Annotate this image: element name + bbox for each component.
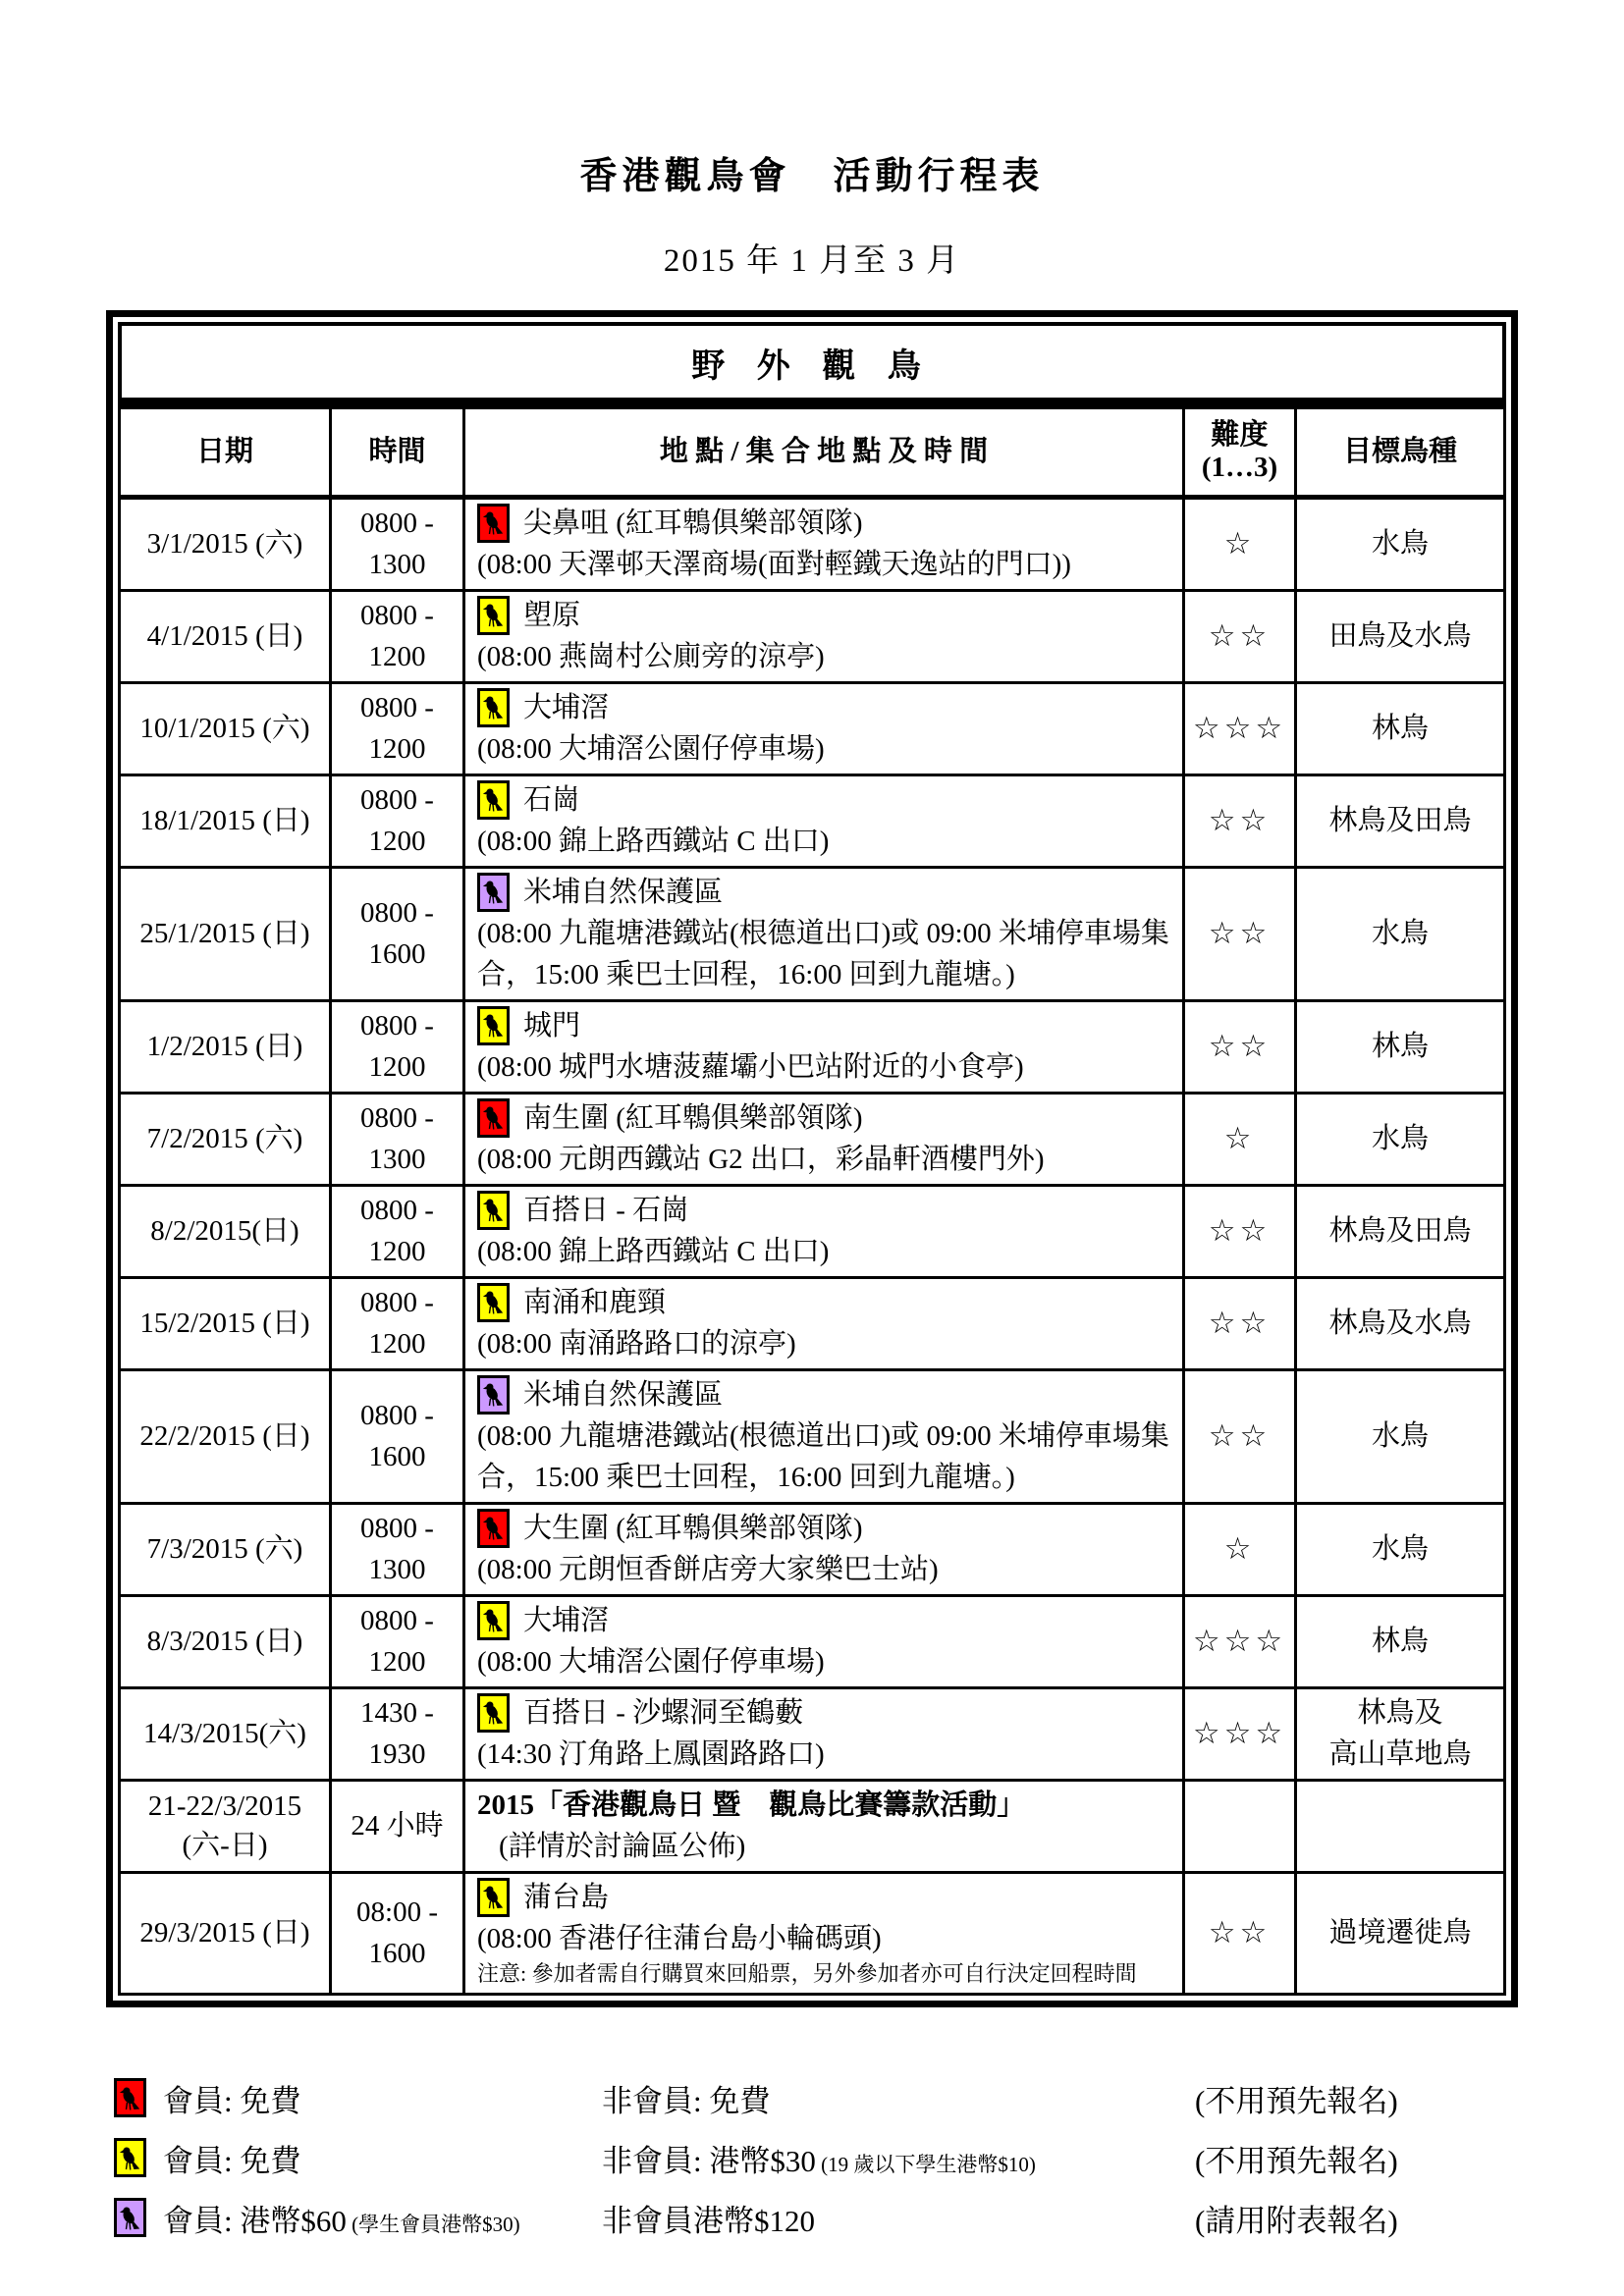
col-header-date: 日期	[120, 408, 331, 498]
date-text: 8/2/2015(日)	[150, 1215, 299, 1248]
page-subtitle: 2015 年 1 月至 3 月	[663, 243, 961, 279]
date-cell	[120, 867, 331, 1000]
bird-silhouette-glyph	[119, 2205, 141, 2231]
header-row	[120, 408, 1505, 498]
time-start: 08:00 -	[356, 1896, 438, 1929]
date-text: 25/1/2015 (日)	[139, 918, 310, 950]
meeting-info: (08:00 大埔滘公園仔停車場)	[477, 732, 825, 765]
time-end: 1200	[368, 1646, 426, 1679]
bird-category-icon	[477, 688, 510, 727]
location-title-line	[477, 1785, 1174, 1826]
location-cell	[464, 1872, 1184, 1994]
legend-nonmember-fee	[602, 2076, 1195, 2120]
time-start: 0800 -	[360, 600, 434, 632]
location-name: 蒲台島	[523, 1881, 610, 1913]
date-cell	[120, 497, 331, 590]
legend-member-fee	[163, 2076, 602, 2120]
time-cell	[331, 497, 464, 590]
location-name: 南生圍 (紅耳鵯俱樂部領隊)	[523, 1101, 863, 1134]
location-name: 百搭日 - 石崗	[523, 1194, 690, 1226]
date-cell	[120, 1000, 331, 1093]
time-cell	[331, 1369, 464, 1503]
location-cell	[464, 1093, 1184, 1185]
time-cell	[331, 867, 464, 1000]
location-cell	[464, 1369, 1184, 1503]
meeting-info: (08:00 香港仔往蒲台島小輪碼頭)	[477, 1922, 882, 1954]
col-header-target: 目標鳥種	[1296, 408, 1505, 498]
bird-silhouette-glyph	[482, 1515, 505, 1541]
location-cell	[464, 682, 1184, 774]
location-name: 大埔滘	[523, 691, 610, 723]
time-cell	[331, 590, 464, 682]
date-cell	[120, 1687, 331, 1780]
location-title-line	[477, 1877, 1174, 1918]
bird-category-icon	[477, 873, 510, 912]
bird-silhouette-glyph	[482, 1197, 505, 1223]
difficulty-header-line2: (1…3)	[1201, 452, 1278, 484]
target-species-cell: 林鳥及田鳥	[1296, 1185, 1505, 1277]
time-end: 1200	[368, 733, 426, 766]
fee-legend	[114, 2076, 1624, 2240]
location-cell	[464, 867, 1184, 1000]
table-row	[120, 1000, 1505, 1093]
meeting-info: (08:00 燕崗村公廁旁的涼亭)	[477, 640, 825, 672]
date-cell	[120, 1369, 331, 1503]
time-end: 1200	[368, 826, 426, 858]
date-cell	[120, 1503, 331, 1595]
difficulty-cell: ☆	[1184, 1503, 1296, 1595]
time-start: 0800 -	[360, 1010, 434, 1042]
table-row	[120, 1687, 1505, 1780]
difficulty-cell: ☆☆	[1184, 1872, 1296, 1994]
time-cell	[331, 1185, 464, 1277]
time-start: 0800 -	[360, 1400, 434, 1432]
location-cell	[464, 1595, 1184, 1687]
location-title-line	[477, 1097, 1174, 1139]
difficulty-cell: ☆☆	[1184, 867, 1296, 1000]
time-start: 0800 -	[360, 897, 434, 930]
bird-silhouette-glyph	[482, 1884, 505, 1910]
target-species-cell: 水鳥	[1296, 1369, 1505, 1503]
location-cell	[464, 1687, 1184, 1780]
difficulty-cell: ☆☆	[1184, 1369, 1296, 1503]
meeting-info: (08:00 錦上路西鐵站 C 出口)	[477, 1235, 830, 1267]
location-name: 城門	[523, 1009, 581, 1041]
time-end: 1200	[368, 1051, 426, 1084]
table-row	[120, 590, 1505, 682]
bird-silhouette-glyph	[482, 602, 505, 628]
time-cell	[331, 1093, 464, 1185]
time-end: 1200	[368, 641, 426, 673]
date-cell	[120, 1872, 331, 1994]
location-title-line	[477, 1282, 1174, 1323]
date-text: 15/2/2015 (日)	[139, 1308, 310, 1340]
date-text-line2: (六-日)	[182, 1830, 268, 1862]
time-end: 1930	[368, 1738, 426, 1771]
difficulty-cell: ☆	[1184, 1093, 1296, 1185]
location-cell	[464, 590, 1184, 682]
difficulty-cell: ☆☆☆	[1184, 1595, 1296, 1687]
table-row	[120, 1369, 1505, 1503]
location-title-line	[477, 1508, 1174, 1549]
time-start: 0800 -	[360, 1513, 434, 1545]
location-cell	[464, 774, 1184, 867]
table-row	[120, 682, 1505, 774]
date-text: 14/3/2015(六)	[143, 1718, 306, 1750]
date-text: 21-22/3/2015	[147, 1790, 302, 1823]
table-banner: 野 外 觀 鳥	[118, 322, 1506, 406]
time-start: 0800 -	[360, 692, 434, 724]
time-start: 0800 -	[360, 1195, 434, 1227]
schedule-rows	[120, 497, 1505, 1994]
table-row	[120, 774, 1505, 867]
difficulty-cell: ☆☆☆	[1184, 682, 1296, 774]
date-cell	[120, 590, 331, 682]
meeting-info: (08:00 九龍塘港鐵站(根德道出口)或 09:00 米埔停車場集合，15:00 乘巴士回程，16:00 回到九龍塘。)	[477, 917, 1169, 990]
date-cell	[120, 682, 331, 774]
time-end: 1600	[368, 938, 426, 971]
table-row	[120, 1872, 1505, 1994]
time-start: 0800 -	[360, 1287, 434, 1319]
date-cell	[120, 1093, 331, 1185]
difficulty-cell: ☆☆	[1184, 774, 1296, 867]
location-title-line	[477, 1374, 1174, 1415]
col-header-location: 地 點 / 集 合 地 點 及 時 間	[464, 408, 1184, 498]
time-end: 1200	[368, 1328, 426, 1361]
location-title-line	[477, 779, 1174, 821]
meeting-info: (08:00 元朗恒香餅店旁大家樂巴士站)	[477, 1553, 939, 1585]
bird-silhouette-glyph	[482, 879, 505, 905]
nonmember-fee-text: 非會員: 港幣$30	[602, 2143, 816, 2178]
location-title-line	[477, 872, 1174, 913]
date-cell	[120, 1780, 331, 1872]
time-cell	[331, 1000, 464, 1093]
time-cell	[331, 1503, 464, 1595]
location-cell	[464, 1503, 1184, 1595]
location-title-line	[477, 1190, 1174, 1231]
date-text: 3/1/2015 (六)	[146, 528, 303, 561]
location-note: 注意: 參加者需自行購買來回船票，另外參加者亦可自行決定回程時間	[477, 1960, 1137, 1986]
time-cell	[331, 682, 464, 774]
location-name: 尖鼻咀 (紅耳鵯俱樂部領隊)	[523, 507, 863, 539]
date-cell	[120, 1185, 331, 1277]
location-name: 南涌和鹿頸	[523, 1286, 667, 1318]
date-text: 8/3/2015 (日)	[146, 1626, 303, 1658]
date-text: 18/1/2015 (日)	[139, 805, 310, 837]
time-cell	[331, 1595, 464, 1687]
location-title-line	[477, 595, 1174, 636]
bird-silhouette-glyph	[482, 1381, 505, 1408]
target-species-cell: 田鳥及水鳥	[1296, 590, 1505, 682]
date-text: 29/3/2015 (日)	[139, 1917, 310, 1949]
legend-nonmember-fee	[602, 2136, 1195, 2180]
target-species-cell: 水鳥	[1296, 1093, 1505, 1185]
time-end: 1300	[368, 1554, 426, 1586]
time-cell	[331, 1687, 464, 1780]
legend-signup-note: (不用預先報名)	[1195, 2083, 1398, 2118]
meeting-info: (08:00 元朗西鐵站 G2 出口，彩晶軒酒樓門外)	[477, 1143, 1045, 1175]
col-header-difficulty	[1184, 408, 1296, 498]
bird-silhouette-glyph	[482, 786, 505, 813]
member-fee-text: 會員: 港幣$60	[163, 2203, 347, 2238]
date-text: 1/2/2015 (日)	[146, 1031, 303, 1063]
bird-category-icon	[477, 1693, 510, 1733]
meeting-info: (08:00 城門水塘菠蘿壩小巴站附近的小食亭)	[477, 1050, 1024, 1083]
date-text: 22/2/2015 (日)	[139, 1420, 310, 1453]
location-title-line	[477, 687, 1174, 728]
location-name: 石崗	[523, 783, 581, 816]
member-fee-text: 會員: 免費	[163, 2083, 301, 2118]
time-end: 1300	[368, 1144, 426, 1176]
target-species-cell: 林鳥	[1296, 682, 1505, 774]
difficulty-cell: ☆☆	[1184, 1000, 1296, 1093]
table-row	[120, 497, 1505, 590]
meeting-info: (08:00 錦上路西鐵站 C 出口)	[477, 825, 830, 857]
bird-silhouette-glyph	[482, 1607, 505, 1633]
legend-nonmember-fee	[602, 2196, 1195, 2240]
location-name: 大生圍 (紅耳鵯俱樂部領隊)	[523, 1512, 863, 1544]
time-start: 0800 -	[360, 1605, 434, 1637]
bird-category-icon	[114, 2198, 146, 2237]
location-cell	[464, 1780, 1184, 1872]
table-row	[120, 1780, 1505, 1872]
bird-category-icon	[114, 2138, 146, 2177]
legend-member-fee	[163, 2196, 602, 2240]
target-species-cell: 水鳥	[1296, 497, 1505, 590]
time-end: 1300	[368, 549, 426, 581]
date-cell	[120, 1595, 331, 1687]
bird-silhouette-glyph	[119, 2085, 141, 2111]
target-species-cell: 過境遷徙鳥	[1296, 1872, 1505, 1994]
time-end: 1200	[368, 1236, 426, 1268]
table-row	[120, 1093, 1505, 1185]
table-row	[120, 1185, 1505, 1277]
bird-category-icon	[477, 504, 510, 543]
time-cell	[331, 1277, 464, 1369]
bird-silhouette-glyph	[482, 509, 505, 536]
nonmember-fee-text: 非會員港幣$120	[602, 2203, 815, 2238]
date-text: 7/2/2015 (六)	[146, 1123, 303, 1155]
table-row	[120, 867, 1505, 1000]
legend-member-fee	[163, 2136, 602, 2180]
time-end: 1600	[368, 1441, 426, 1473]
schedule-table	[118, 406, 1506, 1996]
legend-row	[114, 2136, 1624, 2180]
legend-signup-note: (請用附表報名)	[1195, 2203, 1398, 2238]
date-text: 7/3/2015 (六)	[146, 1533, 303, 1566]
bird-category-icon	[477, 1601, 510, 1640]
member-fee-small-text: (學生會員港幣$30)	[346, 2212, 520, 2236]
location-title-line	[477, 503, 1174, 544]
table-row	[120, 1503, 1505, 1595]
bird-category-icon	[477, 1283, 510, 1322]
difficulty-cell: ☆☆	[1184, 1185, 1296, 1277]
table-row	[120, 1595, 1505, 1687]
location-cell	[464, 1000, 1184, 1093]
bird-category-icon	[477, 596, 510, 635]
bird-silhouette-glyph	[482, 694, 505, 721]
legend-row	[114, 2196, 1624, 2240]
bird-silhouette-glyph	[482, 1289, 505, 1315]
date-text: 10/1/2015 (六)	[139, 713, 310, 745]
bird-category-icon	[114, 2078, 146, 2117]
location-name: 米埔自然保護區	[523, 1378, 724, 1411]
target-species-cell: 林鳥及 高山草地鳥	[1296, 1687, 1505, 1780]
location-title-line	[477, 1005, 1174, 1046]
meeting-info: (08:00 天澤邨天澤商場(面對輕鐵天逸站的門口))	[477, 548, 1071, 580]
legend-row	[114, 2076, 1624, 2120]
target-species-cell: 林鳥	[1296, 1595, 1505, 1687]
location-name: 百搭日 - 沙螺洞至鶴藪	[523, 1696, 804, 1729]
time-start: 0800 -	[360, 1102, 434, 1135]
date-cell	[120, 774, 331, 867]
time-cell	[331, 1872, 464, 1994]
location-cell	[464, 497, 1184, 590]
target-species-cell: 林鳥及田鳥	[1296, 774, 1505, 867]
nonmember-fee-small-text: (19 歲以下學生港幣$10)	[815, 2152, 1036, 2176]
bird-silhouette-glyph	[482, 1104, 505, 1131]
legend-signup-note: (不用預先報名)	[1195, 2143, 1398, 2178]
time-start: 0800 -	[360, 507, 434, 540]
meeting-info: (08:00 大埔滘公園仔停車場)	[477, 1645, 825, 1678]
difficulty-cell: ☆☆	[1184, 590, 1296, 682]
location-cell	[464, 1277, 1184, 1369]
time-end: 1600	[368, 1938, 426, 1970]
difficulty-cell	[1184, 1780, 1296, 1872]
target-species-cell	[1296, 1780, 1505, 1872]
bird-silhouette-glyph	[482, 1699, 505, 1726]
target-species-cell: 林鳥及水鳥	[1296, 1277, 1505, 1369]
time-start: 1430 -	[360, 1697, 434, 1730]
member-fee-text: 會員: 免費	[163, 2143, 301, 2178]
location-name: 2015「香港觀鳥日 暨 觀鳥比賽籌款活動」	[477, 1789, 1026, 1821]
bird-category-icon	[477, 1006, 510, 1045]
bird-category-icon	[477, 780, 510, 820]
time-cell	[331, 1780, 464, 1872]
bird-category-icon	[477, 1191, 510, 1230]
location-title-line	[477, 1600, 1174, 1641]
page-title: 香港觀鳥會 活動行程表	[579, 156, 1045, 197]
meeting-info: (詳情於討論區公佈)	[499, 1830, 746, 1862]
date-cell	[120, 1277, 331, 1369]
time-start: 24 小時	[351, 1810, 444, 1842]
difficulty-cell: ☆	[1184, 497, 1296, 590]
location-title-line	[477, 1692, 1174, 1734]
bird-silhouette-glyph	[482, 1012, 505, 1039]
table-row	[120, 1277, 1505, 1369]
target-species-cell: 林鳥	[1296, 1000, 1505, 1093]
bird-category-icon	[477, 1878, 510, 1917]
meeting-info: (08:00 南涌路路口的涼亭)	[477, 1327, 796, 1360]
date-text: 4/1/2015 (日)	[146, 620, 303, 653]
target-species-cell: 水鳥	[1296, 867, 1505, 1000]
difficulty-cell: ☆☆	[1184, 1277, 1296, 1369]
location-cell	[464, 1185, 1184, 1277]
time-cell	[331, 774, 464, 867]
bird-category-icon	[477, 1375, 510, 1415]
bird-category-icon	[477, 1509, 510, 1548]
bird-category-icon	[477, 1098, 510, 1138]
col-header-time: 時間	[331, 408, 464, 498]
bird-silhouette-glyph	[119, 2145, 141, 2171]
nonmember-fee-text: 非會員: 免費	[602, 2083, 771, 2118]
location-name: 塱原	[523, 599, 581, 631]
difficulty-cell: ☆☆☆	[1184, 1687, 1296, 1780]
meeting-info: (14:30 汀角路上鳳園路路口)	[477, 1737, 825, 1770]
location-name: 米埔自然保護區	[523, 876, 724, 908]
time-start: 0800 -	[360, 784, 434, 817]
location-name: 大埔滘	[523, 1604, 610, 1636]
target-species-cell: 水鳥	[1296, 1503, 1505, 1595]
schedule-table-frame	[106, 310, 1518, 2007]
difficulty-header-line1: 難度	[1211, 419, 1269, 451]
meeting-info: (08:00 九龍塘港鐵站(根德道出口)或 09:00 米埔停車場集合，15:00 乘巴士回程，16:00 回到九龍塘。)	[477, 1419, 1169, 1493]
